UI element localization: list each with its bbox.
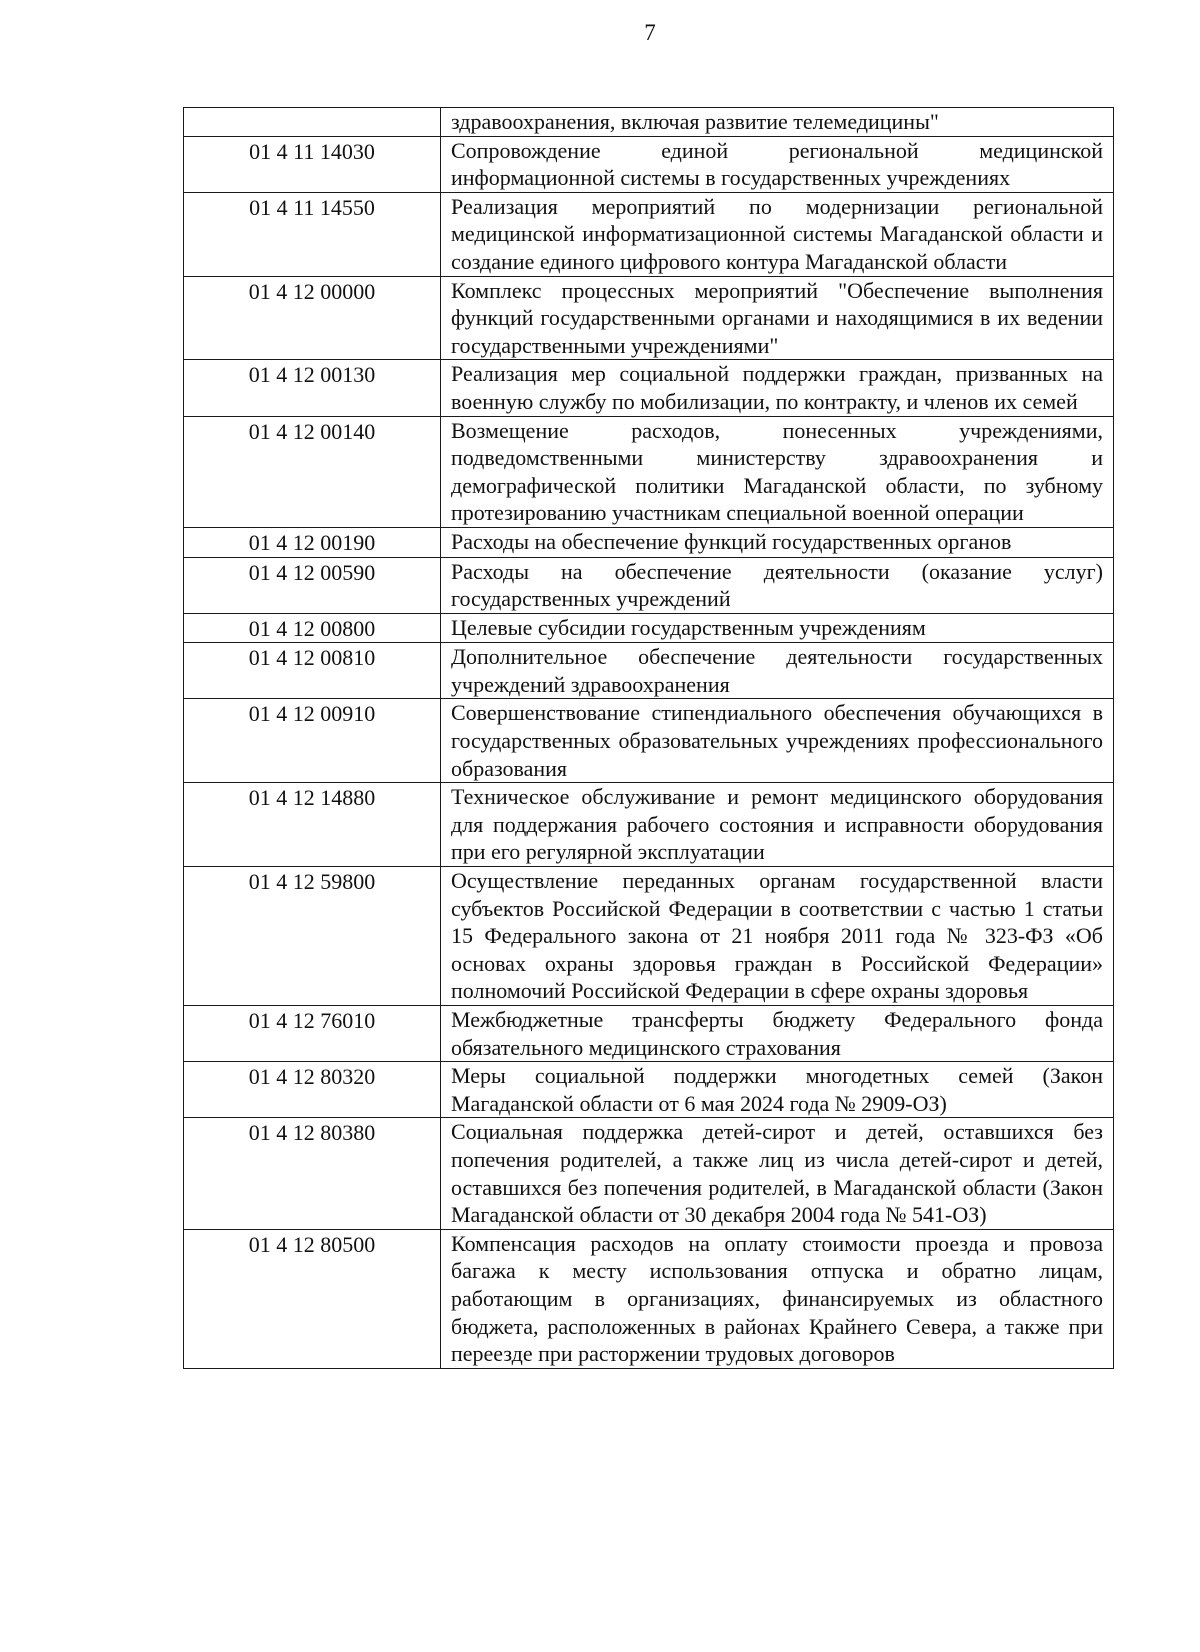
table-body xyxy=(184,108,1114,1369)
table-row xyxy=(184,613,1114,643)
expense-description-cell: Совершенствование стипендиального обеспечения обучающихся в государственных образовательных учреждениях профессионального образования xyxy=(441,699,1114,783)
table-row xyxy=(184,416,1114,527)
expense-description-cell: Реализация мероприятий по модернизации региональной медицинской информатизационной системы Магаданской области и создание единого цифрового контура Магаданской области xyxy=(441,192,1114,276)
budget-code-cell: 01 4 11 14550 xyxy=(184,192,441,276)
expense-description-cell: Осуществление переданных органам государственной власти субъектов Российской Федерации в соответствии с частью 1 статьи 15 Федерального закона от 21 ноября 2011 года № 323-ФЗ «Об основах охраны здоровья граждан в Российской Федерации» полномочий Российской Федерации в сфере охраны здоровья xyxy=(441,867,1114,1006)
table-row xyxy=(184,867,1114,1006)
budget-code-cell: 01 4 12 00140 xyxy=(184,416,441,527)
expense-description-cell: Сопровождение единой региональной медицинской информационной системы в государственных учреждениях xyxy=(441,136,1114,192)
table-row xyxy=(184,643,1114,699)
expense-description-cell: Расходы на обеспечение функций государственных органов xyxy=(441,527,1114,557)
table-row xyxy=(184,108,1114,137)
expense-description-cell: Реализация мер социальной поддержки граждан, призванных на военную службу по мобилизации, по контракту, и членов их семей xyxy=(441,360,1114,416)
budget-classification-table xyxy=(183,107,1114,1369)
table-row xyxy=(184,1229,1114,1368)
table-row xyxy=(184,699,1114,783)
budget-code-cell: 01 4 12 00000 xyxy=(184,276,441,360)
budget-code-cell: 01 4 12 00590 xyxy=(184,557,441,613)
expense-description-cell: Дополнительное обеспечение деятельности государственных учреждений здравоохранения xyxy=(441,643,1114,699)
expense-description-cell: Компенсация расходов на оплату стоимости проезда и провоза багажа к месту использования отпуска и обратно лицам, работающим в организациях, финансируемых из областного бюджета, расположенных в районах Крайнего Севера, а также при переезде при расторжении трудовых договоров xyxy=(441,1229,1114,1368)
expense-description-cell: здравоохранения, включая развитие телемедицины" xyxy=(441,108,1114,137)
table-row xyxy=(184,783,1114,867)
table-row xyxy=(184,136,1114,192)
table-row xyxy=(184,192,1114,276)
budget-code-cell: 01 4 12 80380 xyxy=(184,1118,441,1229)
expense-description-cell: Меры социальной поддержки многодетных семей (Закон Магаданской области от 6 мая 2024 года № 2909-ОЗ) xyxy=(441,1062,1114,1118)
budget-code-cell: 01 4 12 14880 xyxy=(184,783,441,867)
table-row xyxy=(184,1062,1114,1118)
budget-code-cell: 01 4 12 00810 xyxy=(184,643,441,699)
table-row xyxy=(184,360,1114,416)
expense-description-cell: Возмещение расходов, понесенных учреждениями, подведомственными министерству здравоохранения и демографической политики Магаданской области, по зубному протезированию участникам специальной военной операции xyxy=(441,416,1114,527)
budget-code-cell: 01 4 12 00800 xyxy=(184,613,441,643)
expense-description-cell: Расходы на обеспечение деятельности (оказание услуг) государственных учреждений xyxy=(441,557,1114,613)
table-row xyxy=(184,276,1114,360)
table-row xyxy=(184,527,1114,557)
budget-code-cell: 01 4 12 76010 xyxy=(184,1006,441,1062)
expense-description-cell: Техническое обслуживание и ремонт медицинского оборудования для поддержания рабочего состояния и исправности оборудования при его регулярной эксплуатации xyxy=(441,783,1114,867)
budget-code-cell: 01 4 12 80500 xyxy=(184,1229,441,1368)
expense-description-cell: Межбюджетные трансферты бюджету Федерального фонда обязательного медицинского страхования xyxy=(441,1006,1114,1062)
table-row xyxy=(184,557,1114,613)
expense-description-cell: Целевые субсидии государственным учреждениям xyxy=(441,613,1114,643)
budget-code-cell: 01 4 12 00910 xyxy=(184,699,441,783)
table-row xyxy=(184,1118,1114,1229)
expense-description-cell: Социальная поддержка детей-сирот и детей, оставшихся без попечения родителей, а также лиц из числа детей-сирот и детей, оставшихся без попечения родителей, в Магаданской области (Закон Магаданской области от 30 декабря 2004 года № 541-ОЗ) xyxy=(441,1118,1114,1229)
budget-code-cell xyxy=(184,108,441,137)
budget-code-cell: 01 4 12 00130 xyxy=(184,360,441,416)
budget-code-cell: 01 4 12 00190 xyxy=(184,527,441,557)
expense-description-cell: Комплекс процессных мероприятий "Обеспечение выполнения функций государственными органами и находящимися в их ведении государственными учреждениями" xyxy=(441,276,1114,360)
budget-code-cell: 01 4 11 14030 xyxy=(184,136,441,192)
budget-code-cell: 01 4 12 59800 xyxy=(184,867,441,1006)
table-row xyxy=(184,1006,1114,1062)
budget-code-cell: 01 4 12 80320 xyxy=(184,1062,441,1118)
page-number: 7 xyxy=(644,20,656,45)
